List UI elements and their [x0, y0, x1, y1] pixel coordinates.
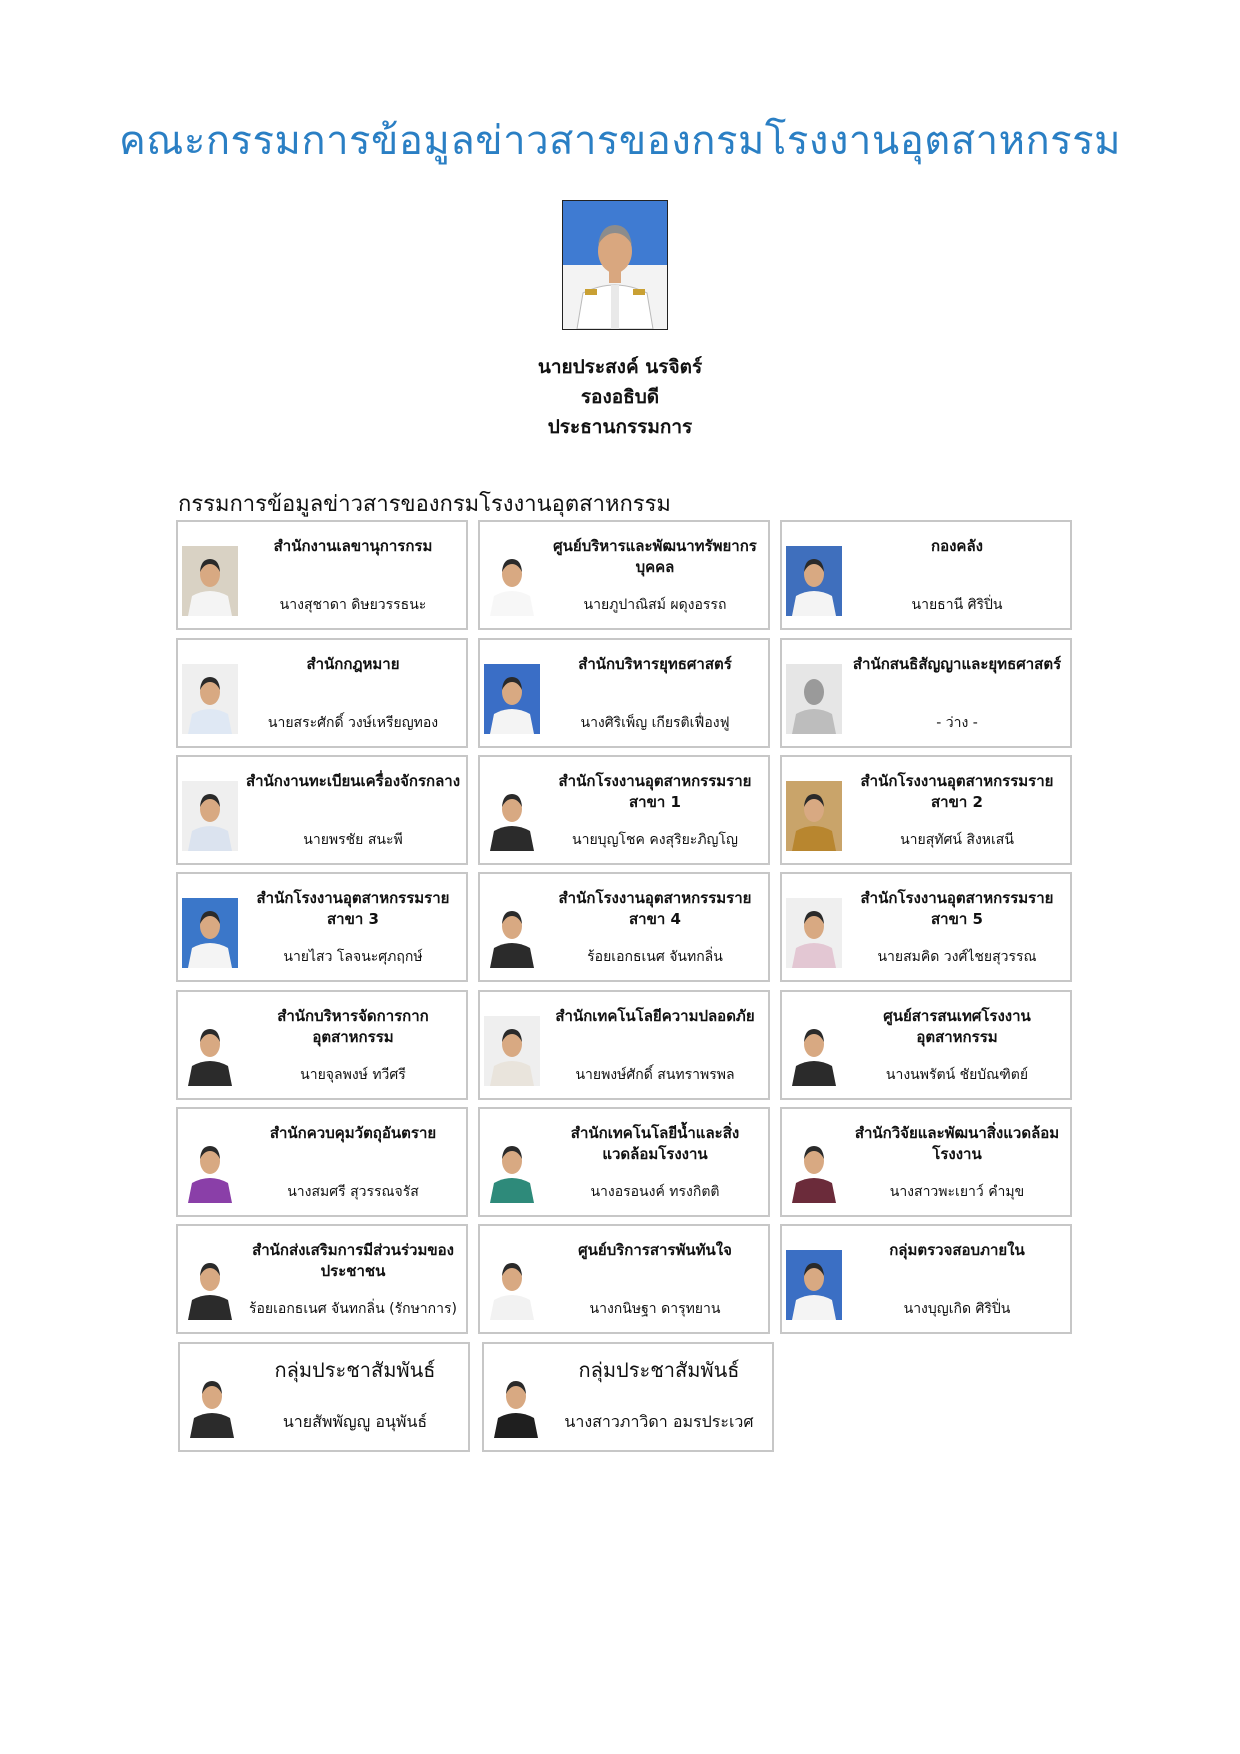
- member-name: นายพงษ์ศักดิ์ สนทราพรพล: [575, 1067, 735, 1083]
- member-unit: สำนักโรงงานอุตสาหกรรมรายสาขา 5: [860, 889, 1054, 928]
- member-portrait: [182, 664, 238, 734]
- member-name: นางสมศรี สุวรรณจรัส: [287, 1184, 419, 1200]
- member-card: [478, 1107, 770, 1217]
- member-portrait: [786, 898, 842, 968]
- member-photo: [484, 898, 540, 968]
- member-name: นายสมคิด วงศ์ไชยสุวรรณ: [877, 949, 1037, 965]
- member-card: [176, 520, 468, 630]
- member-unit: ศูนย์บริการสารพันทันใจ: [578, 1241, 732, 1259]
- member-photo: [786, 546, 842, 616]
- member-photo: [182, 664, 238, 734]
- member-name: นางบุญเกิด ศิริปิ่น: [903, 1301, 1011, 1317]
- member-portrait: [182, 1016, 238, 1086]
- chairman-position: รองอธิบดี: [580, 386, 660, 408]
- member-photo: [182, 1250, 238, 1320]
- member-card: [176, 990, 468, 1100]
- member-unit: ศูนย์สารสนเทศโรงงานอุตสาหกรรม: [883, 1007, 1031, 1046]
- member-portrait: [488, 1368, 544, 1438]
- member-card: [478, 755, 770, 865]
- member-name: นางอรอนงค์ ทรงกิตติ: [590, 1184, 720, 1200]
- member-card: [176, 755, 468, 865]
- member-photo: [484, 781, 540, 851]
- member-unit: สำนักบริหารยุทธศาสตร์: [578, 655, 732, 673]
- member-portrait: [786, 1250, 842, 1320]
- member-card: [478, 990, 770, 1100]
- member-name: นายภูปาณิสม์ ผดุงอรรถ: [583, 597, 727, 613]
- member-unit: กลุ่มประชาสัมพันธ์: [274, 1358, 436, 1382]
- chairman-role: ประธานกรรมการ: [547, 416, 693, 438]
- member-portrait: [484, 664, 540, 734]
- member-photo: [786, 1250, 842, 1320]
- member-unit: สำนักบริหารจัดการกากอุตสาหกรรม: [277, 1007, 429, 1046]
- member-photo: [484, 1133, 540, 1203]
- member-name: นายสระศักดิ์ วงษ์เหรียญทอง: [267, 715, 439, 731]
- member-portrait: [484, 898, 540, 968]
- page-title: คณะกรรมการข้อมูลข่าวสารของกรมโรงงานอุตสาหกรรม: [118, 118, 1122, 164]
- member-photo: [484, 1250, 540, 1320]
- member-name: นายบุญโชค คงสุริยะภิญโญ: [572, 832, 738, 848]
- member-photo: [182, 1016, 238, 1086]
- member-portrait: [786, 1016, 842, 1086]
- member-unit: สำนักโรงงานอุตสาหกรรมรายสาขา 2: [860, 772, 1054, 811]
- member-photo: [484, 546, 540, 616]
- chairman-info: [0, 352, 1240, 442]
- member-card: [176, 1224, 468, 1334]
- member-photo: [786, 1016, 842, 1086]
- member-card: [482, 1342, 774, 1452]
- member-photo: [786, 664, 842, 734]
- member-name: นางสุชาดา ดิษยวรรธนะ: [279, 597, 427, 613]
- member-unit: สำนักวิจัยและพัฒนาสิ่งแวดล้อมโรงงาน: [854, 1124, 1060, 1163]
- member-card: [176, 1107, 468, 1217]
- member-portrait: [786, 781, 842, 851]
- member-name: นายจุลพงษ์ ทวีศรี: [300, 1067, 406, 1083]
- member-unit: สำนักสนธิสัญญาและยุทธศาสตร์: [852, 655, 1062, 673]
- member-name: นายพรชัย สนะพี: [303, 832, 403, 848]
- member-card: [176, 638, 468, 748]
- member-unit: กลุ่มตรวจสอบภายใน: [889, 1241, 1025, 1259]
- chairman-photo: [562, 200, 668, 330]
- member-unit: สำนักเทคโนโลยีความปลอดภัย: [555, 1007, 755, 1025]
- member-photo: [488, 1368, 544, 1438]
- member-unit: สำนักงานเลขานุการกรม: [273, 537, 433, 555]
- member-photo: [182, 1133, 238, 1203]
- chairman-name: นายประสงค์ นรจิตร์: [537, 356, 703, 378]
- member-portrait: [182, 1133, 238, 1203]
- member-unit: สำนักกฎหมาย: [306, 655, 400, 673]
- member-photo: [786, 781, 842, 851]
- member-unit: สำนักเทคโนโลยีน้ำและสิ่งแวดล้อมโรงงาน: [570, 1124, 740, 1163]
- member-card: [780, 1107, 1072, 1217]
- member-photo: [182, 781, 238, 851]
- member-name: นายสุทัศน์ สิงหเสนี: [900, 832, 1014, 848]
- member-name: นางนพรัตน์ ชัยบัณฑิตย์: [885, 1067, 1029, 1083]
- member-unit: สำนักส่งเสริมการมีส่วนร่วมของประชาชน: [252, 1241, 454, 1280]
- member-card: [176, 872, 468, 982]
- member-card: [478, 1224, 770, 1334]
- member-portrait: [184, 1368, 240, 1438]
- member-portrait: [484, 1016, 540, 1086]
- member-portrait: [182, 1250, 238, 1320]
- member-photo: [184, 1368, 240, 1438]
- member-name: นางสาวภาวิดา อมรประเวศ: [564, 1412, 754, 1431]
- member-portrait: [484, 781, 540, 851]
- member-unit: สำนักโรงงานอุตสาหกรรมรายสาขา 1: [558, 772, 752, 811]
- member-portrait: [786, 546, 842, 616]
- member-unit: สำนักงานทะเบียนเครื่องจักรกลาง: [245, 772, 461, 790]
- member-card: [780, 520, 1072, 630]
- member-unit: กองคลัง: [931, 537, 983, 555]
- member-photo: [484, 664, 540, 734]
- member-portrait: [786, 1133, 842, 1203]
- member-name: นางกนิษฐา ดารุทยาน: [589, 1301, 721, 1317]
- member-card: [780, 638, 1072, 748]
- member-name: ร้อยเอกธเนศ จันทกลิ่น (รักษาการ): [249, 1301, 457, 1317]
- member-name: ร้อยเอกธเนศ จันทกลิ่น: [587, 949, 723, 965]
- member-unit: สำนักโรงงานอุตสาหกรรมรายสาขา 4: [558, 889, 752, 928]
- member-portrait: [182, 781, 238, 851]
- member-name: นางสาวพะเยาว์ คำมุข: [889, 1184, 1025, 1200]
- member-card: [478, 520, 770, 630]
- member-photo: [786, 898, 842, 968]
- members-section-title: กรรมการข้อมูลข่าวสารของกรมโรงงานอุตสาหกรรม: [178, 492, 671, 517]
- member-card: [780, 990, 1072, 1100]
- member-card: [780, 872, 1072, 982]
- member-card: [780, 755, 1072, 865]
- member-unit: ศูนย์บริหารและพัฒนาทรัพยากรบุคคล: [553, 537, 757, 576]
- member-name: นางศิริเพ็ญ เกียรติเฟื่องฟู: [580, 715, 730, 731]
- member-photo: [182, 898, 238, 968]
- member-photo: [484, 1016, 540, 1086]
- member-photo: [786, 1133, 842, 1203]
- member-unit: สำนักควบคุมวัตถุอันตราย: [269, 1124, 437, 1142]
- member-card: [780, 1224, 1072, 1334]
- member-card: [178, 1342, 470, 1452]
- member-card: [478, 872, 770, 982]
- member-card: [478, 638, 770, 748]
- member-photo: [182, 546, 238, 616]
- member-name: - ว่าง -: [936, 715, 978, 731]
- chairman-portrait: [563, 201, 667, 329]
- member-portrait: [182, 898, 238, 968]
- member-name: นายสัพพัญญู อนุพันธ์: [282, 1412, 428, 1431]
- vacant-silhouette-icon: [786, 664, 842, 734]
- member-portrait: [484, 1133, 540, 1203]
- member-portrait: [182, 546, 238, 616]
- member-name: นายธานี ศิริปิ่น: [911, 597, 1003, 613]
- member-unit: สำนักโรงงานอุตสาหกรรมรายสาขา 3: [256, 889, 450, 928]
- member-unit: กลุ่มประชาสัมพันธ์: [578, 1358, 740, 1382]
- member-name: นายไสว โลจนะศุภฤกษ์: [283, 949, 423, 965]
- member-portrait: [484, 1250, 540, 1320]
- member-portrait: [484, 546, 540, 616]
